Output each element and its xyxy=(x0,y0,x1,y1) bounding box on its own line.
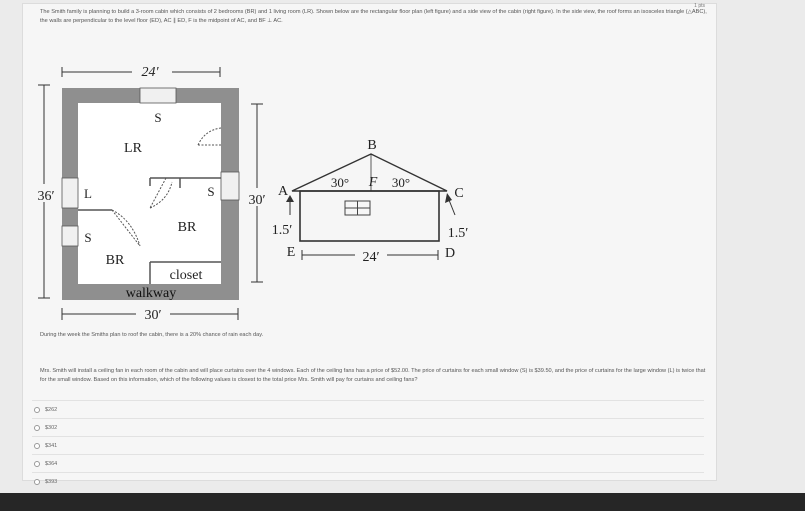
point-a-label: A xyxy=(277,184,289,199)
window-lower-label: S xyxy=(84,230,92,245)
base-dimension: 24′ xyxy=(362,250,380,265)
angle-right-label: 30° xyxy=(391,175,411,190)
radio-button[interactable] xyxy=(34,425,40,431)
answer-options xyxy=(32,400,704,490)
left-dimension: 36′ xyxy=(37,189,55,204)
option-label: $262 xyxy=(45,406,58,413)
rain-note: During the week the Smiths plan to roof the cabin, there is a 20% chance of rain each day. xyxy=(40,332,264,338)
bedroom1-label: BR xyxy=(177,220,197,235)
option-c[interactable] xyxy=(32,436,704,454)
question-intro: The Smith family is planning to build a 3-room cabin which consists of 2 bedrooms (BR) and 1 living room (LR). Shown below are the rectangular floor plan (left figure) and a side view of the cabin (right figure). In the side view, the roof forms an isosceles triangle (△ABC), the walls are perpendicular to the level floor (ED), AC ∥ ED, F is the midpoint of AC, and BF ⊥ AC. xyxy=(40,9,707,24)
bottom-dimension: 30′ xyxy=(144,308,162,323)
right-dimension: 30′ xyxy=(248,193,266,208)
option-label: $393 xyxy=(45,478,58,485)
option-d[interactable] xyxy=(32,454,704,472)
option-label: $364 xyxy=(45,460,58,467)
angle-left-label: 30° xyxy=(330,175,350,190)
question-prompt: Mrs. Smith will install a ceiling fan in each room of the cabin and will place curtains over the 4 windows. Each of the ceiling fans has a price of $52.00. The price of curtains for each small window (S) is $39.50, and the price of curtains for the large window (L) is twice that for the small window. Based on this information, which of the following values is closest to the total price Mrs. Smith will pay for curtains and ceiling fans? xyxy=(40,368,706,383)
taskbar xyxy=(0,493,805,511)
option-a[interactable] xyxy=(32,400,704,418)
right-wall-label: 1.5′ xyxy=(447,226,469,241)
point-c-label: C xyxy=(454,186,464,201)
window-left-label: L xyxy=(84,186,92,201)
window-mid-label: S xyxy=(207,184,215,199)
point-d-label: D xyxy=(444,246,456,261)
radio-button[interactable] xyxy=(34,479,40,485)
closet-label: closet xyxy=(169,268,203,283)
side-view xyxy=(272,138,469,265)
point-f-label: F xyxy=(368,175,378,190)
option-label: $302 xyxy=(45,424,58,431)
living-room-label: LR xyxy=(124,141,142,156)
radio-button[interactable] xyxy=(34,407,40,413)
option-b[interactable] xyxy=(32,418,704,436)
point-b-label: B xyxy=(367,138,377,153)
radio-button[interactable] xyxy=(34,461,40,467)
points-label: 1 pts xyxy=(694,3,705,9)
window-top-label: S xyxy=(154,110,162,125)
point-e-label: E xyxy=(286,245,296,260)
radio-button[interactable] xyxy=(34,443,40,449)
walkway-label: walkway xyxy=(125,286,177,301)
option-e[interactable] xyxy=(32,472,704,490)
bedroom2-label: BR xyxy=(105,253,125,268)
floor-plan xyxy=(30,63,271,323)
left-wall-label: 1.5′ xyxy=(271,223,293,238)
top-dimension: 24′ xyxy=(141,65,159,80)
option-label: $341 xyxy=(45,442,58,449)
